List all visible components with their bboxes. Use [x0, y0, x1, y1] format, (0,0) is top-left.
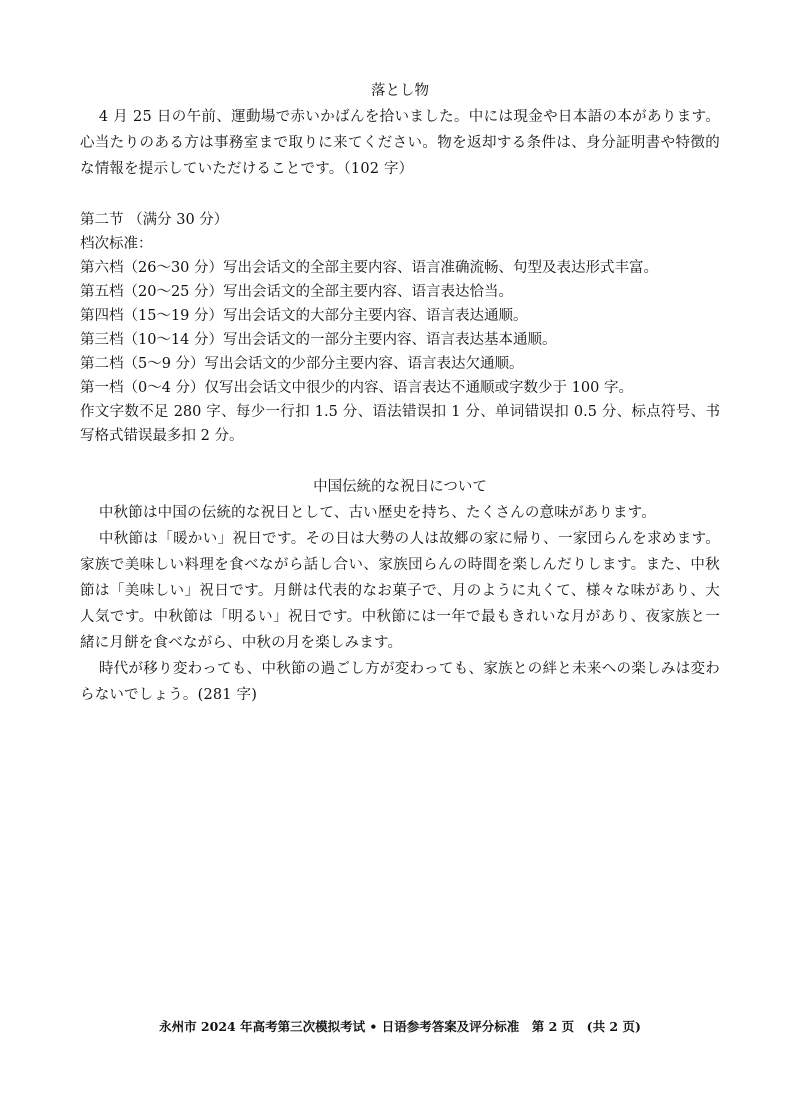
- level-2: 第二档（5～9 分）写出会话文的少部分主要内容、语言表达欠通顺。: [80, 356, 524, 372]
- level-4: 第四档（15～19 分）写出会话文的大部分主要内容、语言表达通顺。: [80, 308, 528, 324]
- page-footer: 永州市 2024 年高考第三次模拟考试 • 日语参考答案及评分标准 第 2 页 (共 2 页): [159, 1019, 641, 1034]
- spacer: [80, 182, 720, 208]
- level-6: 第六档（26～30 分）写出会话文的全部主要内容、语言准确流畅、句型及表达形式丰富。: [80, 260, 659, 276]
- essay-title: 中国伝統的な祝日について: [313, 479, 487, 495]
- criteria-label: 档次标准：: [80, 236, 153, 252]
- level-3: 第三档（10～14 分）写出会话文的一部分主要内容、语言表达基本通顺。: [80, 332, 557, 348]
- lost-item-body: 4 月 25 日の午前、運動場で赤いかばんを拾いました。中には現金や日本語の本があります。心当たりのある方は事務室まで取りに来てください。物を返却する条件は、身分証明書や特徴的な情報を提示していただけることです。（102 字）: [80, 109, 720, 177]
- deduction-note: 作文字数不足 280 字、每少一行扣 1.5 分、语法错误扣 1 分、单词错误扣 0.5 分、标点符号、书写格式错误最多扣 2 分。: [80, 404, 720, 444]
- essay-paragraph-2: 中秋節は「暖かい」祝日です。その日は大勢の人は故郷の家に帰り、一家団らんを求めます。家族で美味しい料理を食べながら話し合い、家族団らんの時間を楽しんだりします。また、中秋節は「美味しい」祝日です。月餅は代表的なお菓子で、月のように丸くて、様々な味があり、大人気です。中秋節は「明るい」祝日です。中秋節には一年で最もきれいな月があり、夜家族と一緒に月餅を食べながら、中秋の月を楽しみます。: [80, 531, 720, 651]
- lost-item-title: 落とし物: [371, 83, 429, 99]
- level-1: 第一档（0～4 分）仅写出会话文中很少的内容、语言表达不通顺或字数少于 100 字。: [80, 380, 633, 396]
- essay-paragraph-1: 中秋節は中国の伝統的な祝日として、古い歴史を持ち、たくさんの意味があります。: [98, 505, 656, 521]
- spacer: [80, 448, 720, 474]
- page-content: [80, 78, 720, 708]
- level-5: 第五档（20～25 分）写出会话文的全部主要内容、语言表达恰当。: [80, 284, 514, 300]
- essay-paragraph-3: 時代が移り変わっても、中秋節の過ごし方が変わっても、家族との絆と未来への楽しみは変わらないでしょう。(281 字): [80, 661, 720, 703]
- section-two-heading: 第二节 （满分 30 分）: [80, 212, 229, 228]
